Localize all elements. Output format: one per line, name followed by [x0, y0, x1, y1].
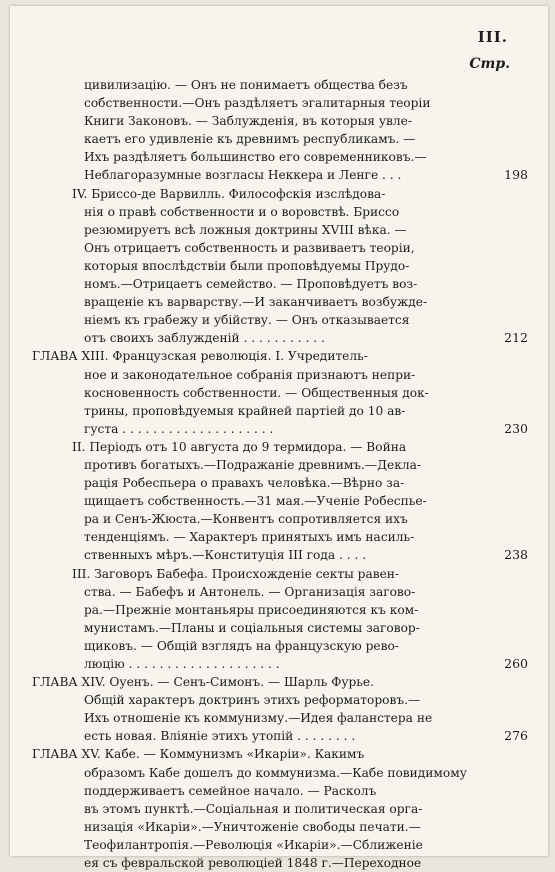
toc-line: [32, 456, 508, 474]
toc-line: [32, 818, 508, 836]
page-column-label: Стр.: [469, 56, 510, 72]
toc-line: [32, 528, 508, 546]
toc-line-text: щиковъ. — Общій взглядъ на французскую рево-: [84, 638, 399, 653]
toc-line-text: резюмируетъ всѣ ложныя доктрины XVIII вѣка. —: [84, 222, 407, 237]
toc-line: [32, 565, 508, 583]
toc-line: [32, 130, 508, 148]
toc-line: [32, 311, 508, 329]
toc-line: [32, 691, 508, 709]
toc-line: [32, 673, 508, 691]
toc-line: [32, 438, 508, 456]
toc-line: [32, 166, 528, 184]
toc-line: [32, 583, 508, 601]
toc-line-text: нія о правѣ собственности и о воровствѣ. Бриссо: [84, 204, 400, 219]
toc-line: [32, 709, 508, 727]
page-number: III.: [477, 28, 508, 46]
toc-line: [32, 510, 508, 528]
toc-line: [32, 474, 508, 492]
toc-line-text: каетъ его удивленіе къ древнимъ республикамъ. —: [84, 132, 416, 147]
toc-line: [32, 836, 508, 854]
toc-line-text: трины, проповѣдуемыя крайней партіей до 10 ав-: [84, 403, 406, 418]
toc-page-number: 198: [504, 167, 528, 183]
toc-line-text: низація «Икаріи».—Уничтоженіе свободы печати.—: [84, 819, 421, 834]
toc-line: [32, 619, 508, 637]
toc-line-text: ное и законодательное собранія признаютъ непри-: [84, 367, 416, 382]
toc-line-text: въ этомъ пунктѣ.—Соціальная и политическая орга-: [84, 801, 423, 816]
toc-line: [32, 112, 508, 130]
toc-line: [32, 727, 528, 745]
toc-line-text: густа . . . . . . . . . . . . . . . . . . . .: [84, 421, 274, 436]
toc-line: [32, 655, 528, 673]
toc-page-number: 230: [504, 420, 528, 436]
toc-line: [32, 601, 508, 619]
toc-line-text: Неблагоразумные возгласы Неккера и Ленге . . .: [84, 168, 402, 183]
toc-line-text: Онъ отрицаетъ собственность и развиваетъ теоріи,: [84, 240, 415, 255]
toc-line: [32, 94, 508, 112]
toc-line-text: щищаетъ собственность.—31 мая.—Ученіе Робеспье-: [84, 494, 427, 509]
toc-line-text: косновенность собственности. — Общественныя док-: [84, 385, 429, 400]
toc-line: [32, 402, 508, 420]
toc-line: [32, 782, 508, 800]
toc-line-text: ра и Сенъ-Жюста.—Конвентъ сопротивляется ихъ: [84, 512, 408, 527]
toc-line: [32, 637, 508, 655]
toc-line-text: ея съ февральской революціей 1848 г.—Переходное: [84, 856, 422, 871]
toc-line-text: ГЛАВА XIV. Оуенъ. — Сенъ-Симонъ. — Шарль Фурье.: [32, 675, 375, 690]
toc-line: [32, 257, 508, 275]
toc-line: [32, 203, 508, 221]
toc-line-text: III. Заговоръ Бабефа. Происхожденіе секты равен-: [72, 566, 400, 581]
toc-line-text: люцію . . . . . . . . . . . . . . . . . . . .: [84, 657, 280, 671]
toc-line-text: Книги Законовъ. — Заблужденія, въ которыя увле-: [84, 114, 412, 129]
toc-line: [32, 384, 508, 402]
toc-line-text: Ихъ отношеніе къ коммунизму.—Идея фаланстера не: [84, 711, 433, 726]
toc-line-text: поддерживаетъ семейное начало. — Расколъ: [84, 783, 377, 798]
toc-line: [32, 239, 508, 257]
toc-line: [32, 854, 508, 872]
toc-line: [32, 293, 508, 311]
toc-page-number: 212: [504, 330, 528, 346]
toc-line: [32, 221, 508, 239]
toc-line-text: рація Робеспьера о правахъ человѣка.—Вѣрно за-: [84, 476, 405, 491]
toc-line: [32, 546, 528, 564]
toc-line: [32, 366, 508, 384]
toc-line-text: Ихъ раздѣляетъ большинство его современниковъ.—: [84, 150, 427, 165]
book-page: [10, 6, 548, 871]
toc-line: [32, 764, 508, 782]
toc-line-text: Теофилантропія.—Революція «Икаріи».—Сближеніе: [84, 837, 423, 852]
toc-line-text: Общій характеръ доктринъ этихъ реформаторовъ.—: [84, 693, 421, 708]
toc-line: [32, 420, 528, 438]
toc-page-number: 276: [504, 728, 528, 744]
toc-line: [32, 148, 508, 166]
toc-line-text: мунистамъ.—Планы и соціальныя системы заговор-: [84, 620, 420, 635]
toc-line-text: тенденціямъ. — Характеръ принятыхъ имъ насиль-: [84, 530, 415, 545]
toc-line: [32, 76, 508, 94]
toc-line: [32, 347, 508, 365]
toc-line-text: собственности.—Онъ раздѣляетъ эгалитарныя теоріи: [84, 96, 431, 111]
toc-line-text: вращеніе къ варварству.—И заканчиваетъ возбужде-: [84, 295, 428, 310]
toc-line: [32, 800, 508, 818]
toc-line-text: II. Періодъ отъ 10 августа до 9 термидора. — Война: [72, 439, 407, 454]
toc-line: [32, 185, 508, 203]
toc-page-number: 260: [504, 656, 528, 671]
toc-line-text: ГЛАВА XIII. Французская революція. I. Учредитель-: [32, 349, 368, 364]
toc-line-text: номъ.—Отрицаетъ семейство. — Проповѣдуетъ воз-: [84, 277, 418, 292]
toc-line-text: есть новая. Вліяніе этихъ утопій . . . . . . . .: [84, 729, 356, 744]
toc-line: [32, 492, 508, 510]
toc-line-text: противъ богатыхъ.—Подражаніе древнимъ.—Декла-: [84, 457, 421, 472]
toc-line-text: образомъ Кабе дошелъ до коммунизма.—Кабе повидимому: [84, 765, 467, 780]
toc-line-text: ра.—Прежніе монтаньяры присоединяются къ ком-: [84, 602, 419, 617]
toc-line-text: которыя впослѣдствіи были проповѣдуемы Прудо-: [84, 258, 410, 273]
toc-line: [32, 329, 528, 347]
toc-line-text: отъ своихъ заблужденій . . . . . . . . . . .: [84, 331, 325, 346]
toc-line-text: ственныхъ мѣръ.—Конституція III года . . . .: [84, 548, 367, 563]
toc-page-number: 238: [504, 547, 528, 563]
toc-line-text: IV. Бриссо-де Варвилль. Философскія изслѣдова-: [72, 186, 386, 201]
toc-line-text: ГЛАВА XV. Кабе. — Коммунизмъ «Икаріи». Какимъ: [32, 747, 365, 762]
toc-line: [32, 745, 508, 763]
toc-line-text: цивилизацію. — Онъ не понимаетъ общества безъ: [84, 78, 408, 92]
toc-line-text: ніемъ къ грабежу и убійству. — Онъ отказывается: [84, 313, 410, 328]
toc-line-text: ства. — Бабефъ и Антонель. — Организація загово-: [84, 584, 416, 599]
table-of-contents: [32, 76, 528, 872]
toc-line: [32, 275, 508, 293]
